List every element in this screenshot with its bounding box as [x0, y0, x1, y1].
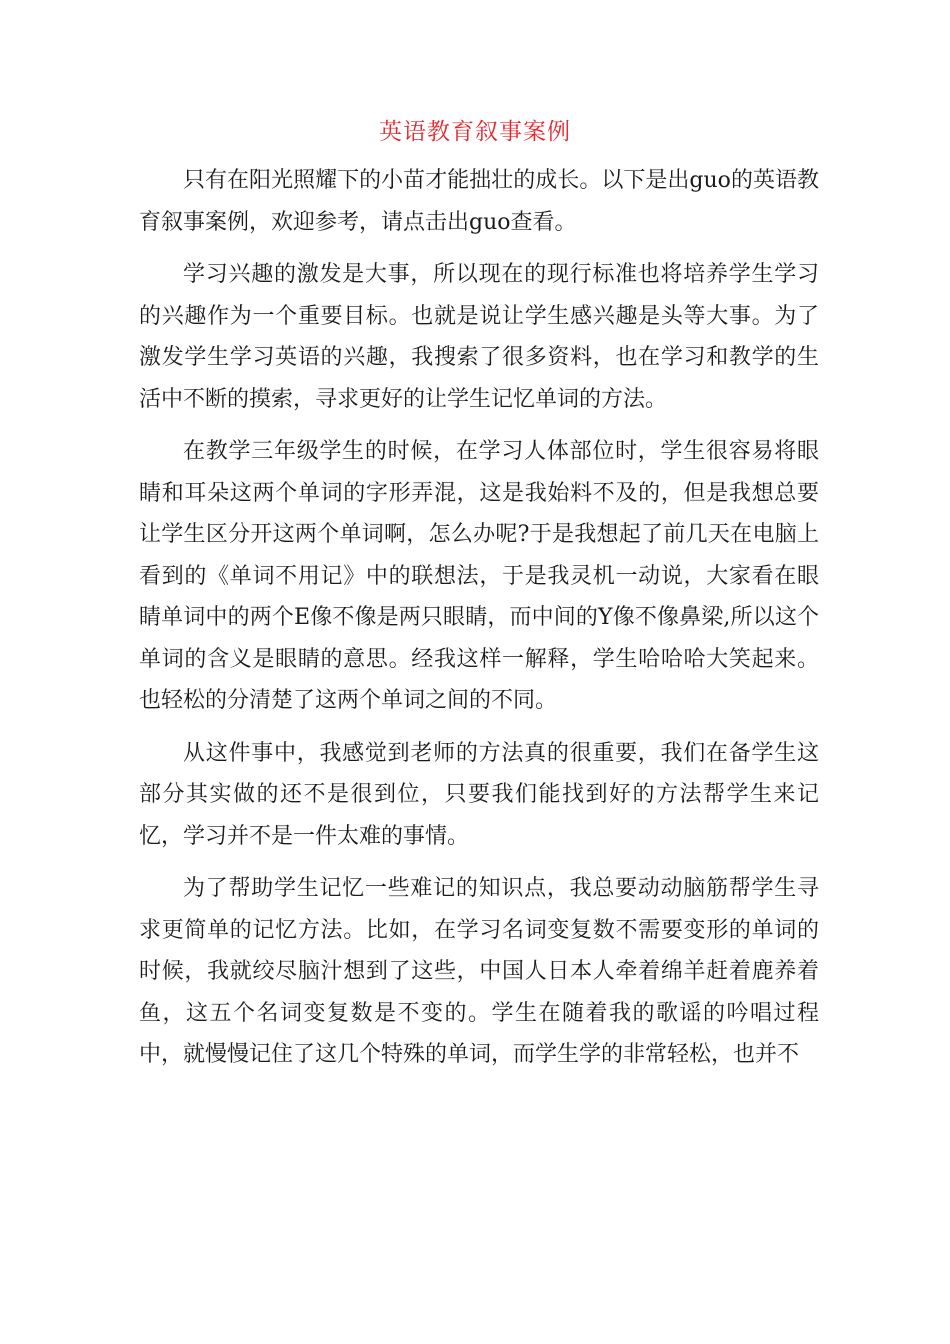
paragraph-memory-method: 为了帮助学生记忆一些难记的知识点，我总要动动脑筋帮学生寻求更简单的记忆方法。比如，在学习名词变复数不需要变形的单词的时候，我就绞尽脑汁想到了这些，中国人日本人牵着绵羊赶着鹿养着鱼，这五个名词变复数是不变的。学生在随着我的歌谣的吟唱过程中，就慢慢记住了这几个特殊的单词，而学生学的非常轻松，也并不: [139, 876, 819, 1067]
paragraph-example: 在教学三年级学生的时候，在学习人体部位时，学生很容易将眼睛和耳朵这两个单词的字形弄混，这是我始料不及的，但是我想总要让学生区分开这两个单词啊，怎么办呢?于是我想起了前几天在电脑上看到的《单词不用记》中的联想法，于是我灵机一动说，大家看在眼睛单词中的两个E像不像是两只眼睛，而中间的Y像不像鼻梁,所以这个单词的含义是眼睛的意思。经我这样一解释，学生哈哈哈大笑起来。也轻松的分清楚了这两个单词之间的不同。: [139, 439, 819, 713]
paragraph-intro: 只有在阳光照耀下的小苗才能拙壮的成长。以下是出guo的英语教育叙事案例，欢迎参考，请点击出guo查看。: [139, 168, 819, 235]
document-body: [139, 160, 819, 1087]
paragraph-reflection: 从这件事中，我感觉到老师的方法真的很重要，我们在备学生这部分其实做的还不是很到位，只要我们能找到好的方法帮学生来记忆，学习并不是一件太难的事情。: [139, 740, 819, 849]
paragraph-interest: 学习兴趣的激发是大事，所以现在的现行标准也将培养学生学习的兴趣作为一个重要目标。也就是说让学生感兴趣是头等大事。为了激发学生学习英语的兴趣，我搜索了很多资料，也在学习和教学的生活中不断的摸索，寻求更好的让学生记忆单词的方法。: [139, 262, 819, 412]
document-title: 英语教育叙事案例: [379, 119, 571, 145]
